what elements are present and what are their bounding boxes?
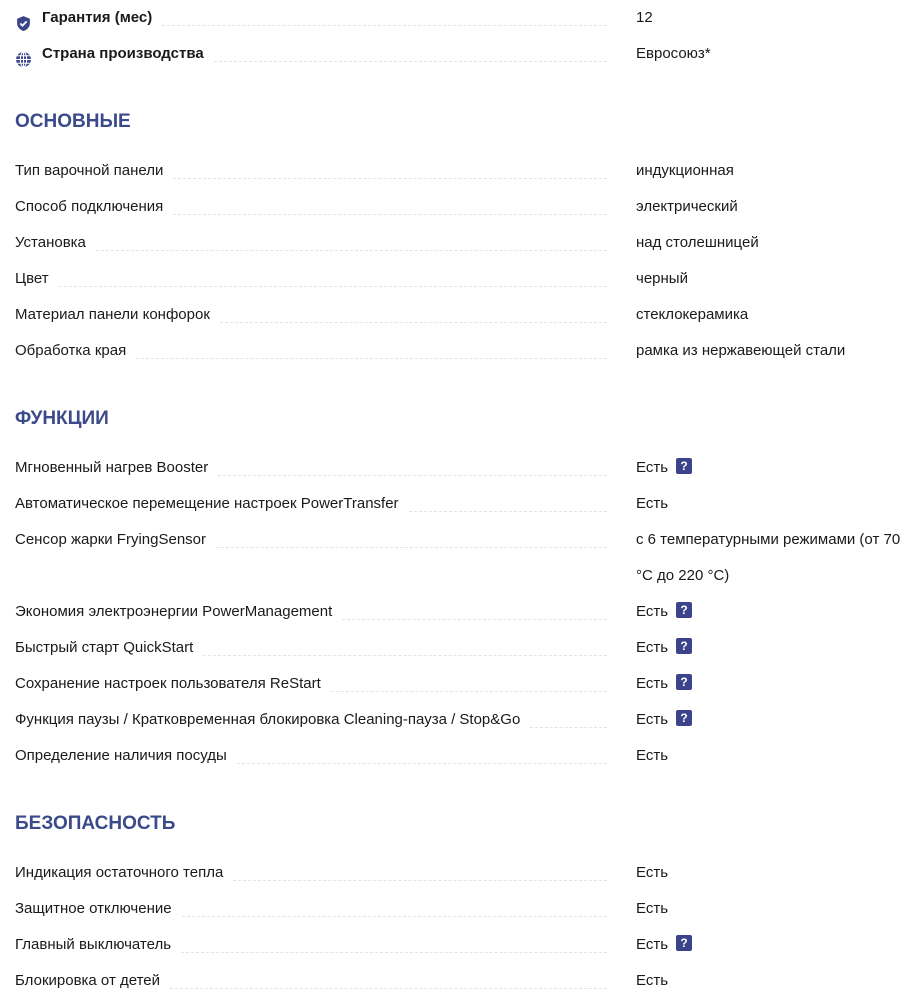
dotted-leader	[409, 511, 607, 512]
dotted-leader	[170, 988, 607, 989]
spec-label: Экономия электроэнергии PowerManagement	[15, 603, 333, 620]
spec-value-cell	[621, 738, 920, 774]
section-heading: ФУНКЦИИ	[15, 408, 109, 429]
help-icon[interactable]: ?	[676, 710, 692, 726]
spec-value: 12	[636, 9, 653, 26]
spec-value: Есть	[636, 747, 669, 764]
spec-value: Есть	[636, 864, 669, 881]
dotted-leader	[342, 619, 607, 620]
spec-value-cell	[621, 702, 920, 738]
spec-row	[15, 153, 920, 189]
spec-label-cell	[15, 450, 621, 486]
spec-value: Есть	[636, 459, 669, 476]
spec-value: Есть	[636, 495, 669, 512]
spec-value: над столешницей	[636, 234, 759, 251]
spec-value: рамка из нержавеющей стали	[636, 342, 846, 359]
spec-label: Мгновенный нагрев Booster	[15, 459, 209, 476]
spec-label-cell	[15, 261, 621, 297]
spec-row	[15, 297, 920, 333]
spec-label-cell	[15, 594, 621, 630]
spec-label-cell	[15, 927, 621, 963]
spacer	[15, 369, 920, 401]
spec-label-cell	[15, 153, 621, 189]
spacer	[15, 72, 920, 104]
spec-value: индукционная	[636, 162, 734, 179]
spec-row	[15, 450, 920, 486]
dotted-leader	[96, 250, 607, 251]
spec-label: Гарантия (мес)	[42, 9, 153, 26]
spec-value-cell	[621, 927, 920, 963]
spec-value-cell	[621, 666, 920, 702]
spec-value: стеклокерамика	[636, 306, 749, 323]
spec-value-cell	[621, 333, 920, 369]
spec-label-cell	[15, 702, 621, 738]
dotted-leader	[237, 763, 607, 764]
dotted-leader	[162, 25, 607, 26]
spec-row	[15, 189, 920, 225]
spec-label: Функция паузы / Кратковременная блокировка Cleaning-пауза / Stop&Go	[15, 711, 521, 728]
spec-value-cell	[621, 0, 920, 36]
spec-row	[15, 486, 920, 522]
spec-label-cell	[15, 0, 621, 36]
dotted-leader	[173, 178, 607, 179]
spec-value-cell	[621, 855, 920, 891]
spec-value: Есть	[636, 639, 669, 656]
spec-label: Страна производства	[42, 45, 204, 62]
spec-label: Установка	[15, 234, 86, 251]
spec-label-cell	[15, 855, 621, 891]
spec-label: Цвет	[15, 270, 49, 287]
dotted-leader	[214, 61, 607, 62]
dotted-leader	[331, 691, 607, 692]
section-heading: ОСНОВНЫЕ	[15, 111, 131, 132]
dotted-leader	[203, 655, 607, 656]
dotted-leader	[530, 727, 607, 728]
spec-label: Главный выключатель	[15, 936, 172, 953]
spec-value: Есть	[636, 972, 669, 989]
spec-label: Быстрый старт QuickStart	[15, 639, 194, 656]
spec-row	[15, 0, 920, 36]
dotted-leader	[136, 358, 607, 359]
globe-icon	[15, 46, 32, 63]
spec-label: Сохранение настроек пользователя ReStart	[15, 675, 321, 692]
spec-value-cell	[621, 522, 920, 594]
help-icon[interactable]: ?	[676, 638, 692, 654]
spec-value-cell	[621, 963, 920, 999]
spec-value: Есть	[636, 603, 669, 620]
spec-value-cell	[621, 261, 920, 297]
spec-row	[15, 963, 920, 999]
spec-label: Тип варочной панели	[15, 162, 164, 179]
spec-label: Блокировка от детей	[15, 972, 161, 989]
spec-label-cell	[15, 297, 621, 333]
spec-row	[15, 630, 920, 666]
spec-value: Есть	[636, 675, 669, 692]
spec-row	[15, 927, 920, 963]
spec-label: Индикация остаточного тепла	[15, 864, 224, 881]
spec-value-cell	[621, 630, 920, 666]
dotted-leader	[233, 880, 607, 881]
help-icon[interactable]: ?	[676, 602, 692, 618]
spec-label-cell	[15, 486, 621, 522]
spec-value: Есть	[636, 936, 669, 953]
spec-label: Определение наличия посуды	[15, 747, 227, 764]
spec-value-cell	[621, 225, 920, 261]
spec-value: Евросоюз*	[636, 45, 711, 62]
help-icon[interactable]: ?	[676, 674, 692, 690]
spec-label: Защитное отключение	[15, 900, 172, 917]
spec-value-cell	[621, 297, 920, 333]
spec-label-cell	[15, 225, 621, 261]
spec-label-cell	[15, 522, 621, 558]
spec-value-cell	[621, 36, 920, 72]
spec-label-cell	[15, 963, 621, 999]
spec-row	[15, 36, 920, 72]
dotted-leader	[216, 547, 607, 548]
dotted-leader	[182, 916, 607, 917]
help-icon[interactable]: ?	[676, 458, 692, 474]
dotted-leader	[218, 475, 607, 476]
spec-label: Обработка края	[15, 342, 127, 359]
spacer	[15, 842, 920, 855]
spacer	[15, 774, 920, 806]
spec-value-cell	[621, 189, 920, 225]
spec-label-cell	[15, 189, 621, 225]
spec-label: Способ подключения	[15, 198, 164, 215]
spec-row	[15, 333, 920, 369]
spec-value-cell	[621, 594, 920, 630]
dotted-leader	[181, 952, 607, 953]
help-icon[interactable]: ?	[676, 935, 692, 951]
spec-label-cell	[15, 630, 621, 666]
dotted-leader	[59, 286, 607, 287]
spec-row	[15, 702, 920, 738]
spec-value-cell	[621, 891, 920, 927]
shield-check-icon	[15, 10, 32, 27]
spec-value: Есть	[636, 711, 669, 728]
spec-value: Есть	[636, 900, 669, 917]
spec-label: Материал панели конфорок	[15, 306, 210, 323]
spec-value-cell	[621, 153, 920, 189]
spec-row	[15, 225, 920, 261]
spec-label-cell	[15, 36, 621, 72]
spec-row	[15, 738, 920, 774]
spec-row	[15, 594, 920, 630]
spacer	[15, 140, 920, 153]
spec-value-cell	[621, 486, 920, 522]
spec-label: Автоматическое перемещение настроек PowerTransfer	[15, 495, 399, 512]
specs-list	[15, 0, 920, 999]
spec-label-cell	[15, 666, 621, 702]
spacer	[15, 437, 920, 450]
spec-row	[15, 891, 920, 927]
spec-value: электрический	[636, 198, 738, 215]
spec-label: Сенсор жарки FryingSensor	[15, 531, 207, 548]
spec-row	[15, 855, 920, 891]
spec-row	[15, 261, 920, 297]
spec-label-cell	[15, 738, 621, 774]
spec-value: черный	[636, 270, 688, 287]
spec-value-cell	[621, 450, 920, 486]
section-heading: БЕЗОПАСНОСТЬ	[15, 813, 176, 834]
dotted-leader	[220, 322, 607, 323]
spec-row	[15, 522, 920, 594]
spec-row	[15, 666, 920, 702]
spec-label-cell	[15, 891, 621, 927]
spec-label-cell	[15, 333, 621, 369]
dotted-leader	[173, 214, 607, 215]
spec-value: с 6 температурными режимами (от 70 °C до 220 °C)	[636, 531, 901, 584]
